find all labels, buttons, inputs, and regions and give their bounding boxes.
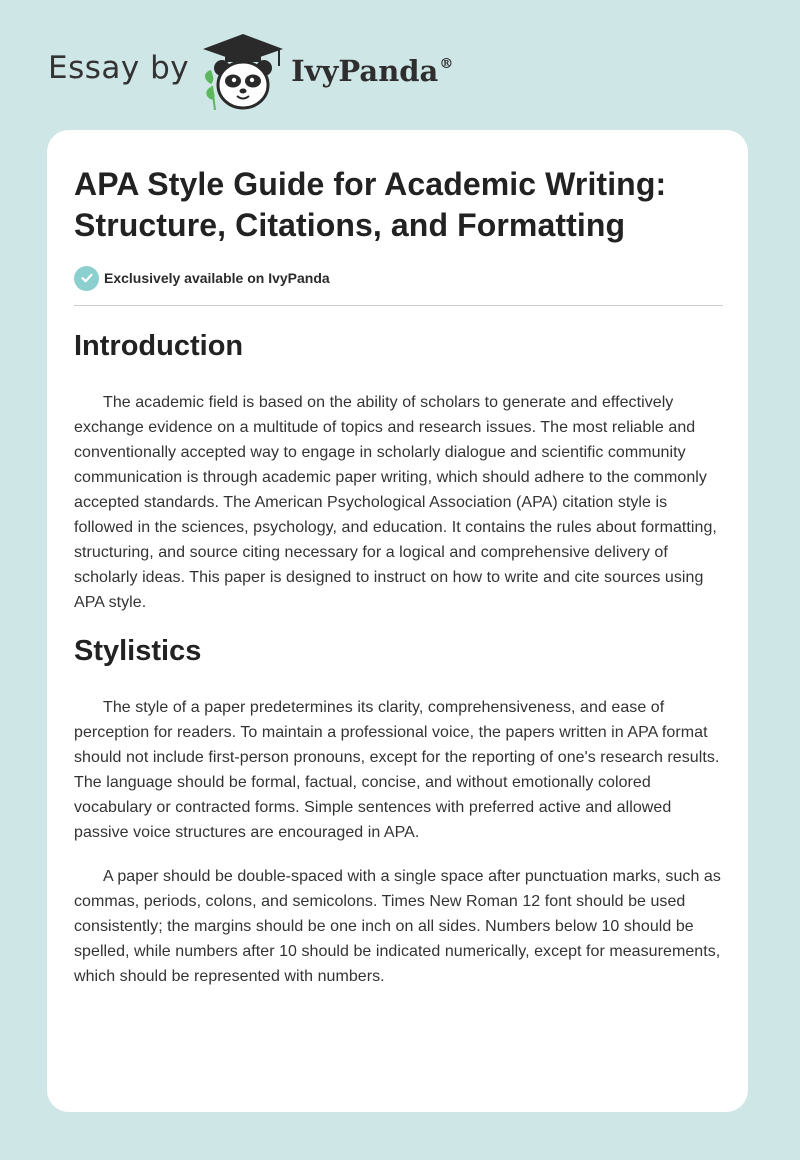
exclusive-badge [74,264,722,292]
panda-graduate-logo-icon[interactable] [199,30,287,114]
paragraph: A paper should be double-spaced with a single space after punctuation marks, such as commas, periods, colons, and semicolons. Times New Roman 12 font should be used consistently; the margins should be one inch on all sides. Numbers below 10 should be spelled, while numbers after 10 should be indicated numerically, except for measurements, which should be represented with numbers. [74,868,721,985]
registered-mark: ® [439,56,454,72]
exclusive-label: Exclusively available on IvyPanda [104,270,330,286]
title-divider [74,305,723,306]
document-title: APA Style Guide for Academic Writing: Structure, Citations, and Formatting [74,166,667,243]
check-icon [74,266,99,291]
section-heading-introduction: Introduction [74,330,244,362]
paragraph: The academic field is based on the ability of scholars to generate and effectively exchange evidence on a multitude of topics and research issues. The most reliable and conventionally accepted way to engage in scholarly dialogue and scientific community communication is through academic paper writing, which should adhere to the commonly accepted standards. The American Psychological Association (APA) citation style is followed in the sciences, psychology, and education. It contains the rules about formatting, structuring, and source citing necessary for a logical and comprehensive delivery of scholarly ideas. This paper is designed to instruct on how to write and cite sources using APA style. [74,394,717,611]
brand-name[interactable]: IvyPanda® [291,54,454,88]
essay-by-label: Essay by [48,50,190,86]
section-heading-stylistics: Stylistics [74,635,202,667]
essay-card [47,130,748,1112]
site-header [48,30,453,114]
paragraph: The style of a paper predetermines its clarity, comprehensiveness, and ease of perception for readers. To maintain a professional voice, the papers written in APA format should not include first-person pronouns, except for the reporting of one's research results. The language should be formal, factual, concise, and without emotionally colored vocabulary or contracted forms. Simple sentences with preferred active and allowed passive voice structures are encouraged in APA. [74,699,720,841]
